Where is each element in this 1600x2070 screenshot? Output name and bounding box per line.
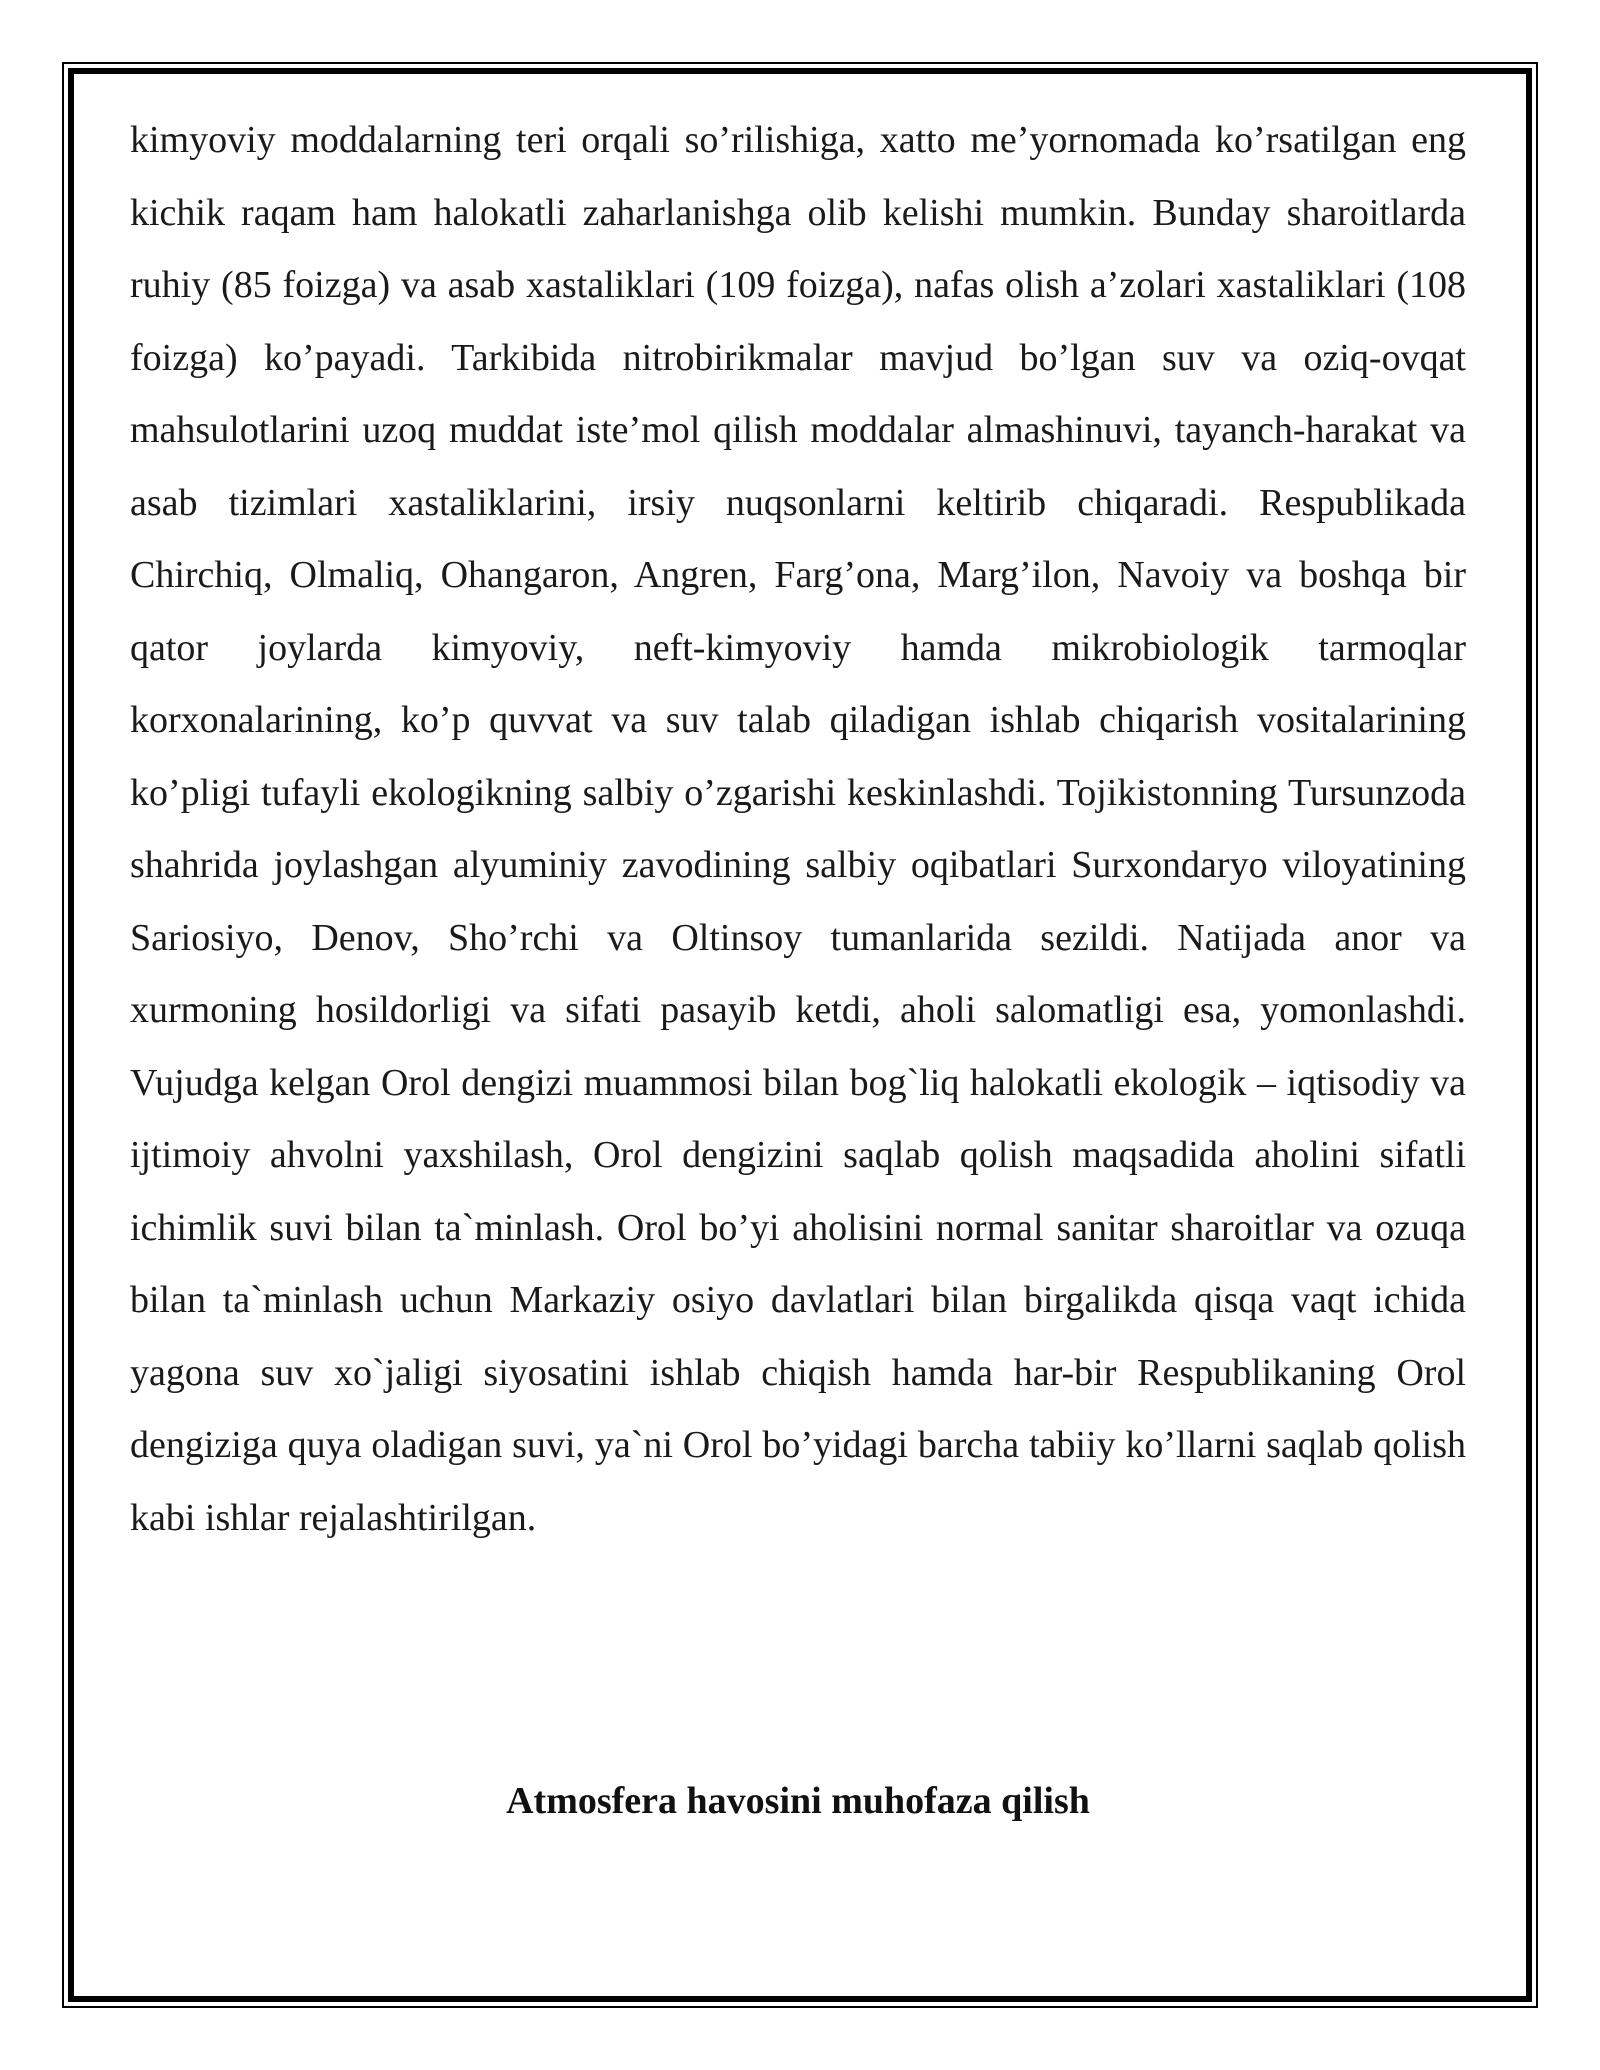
- document-body: [130, 104, 1466, 1554]
- section-heading: Atmosfera havosini muhofaza qilish: [506, 1780, 1090, 1822]
- body-paragraph: kimyoviy moddalarning teri orqali so’rilishiga, xatto me’yornomada ko’rsatilgan eng kichik raqam ham halokatli zaharlanishga olib kelishi mumkin. Bunday sharoitlarda ruhiy (85 foizga) va asab xastaliklari (109 foizga), nafas olish a’zolari xastaliklari (108 foizga) ko’payadi. Tarkibida nitrobirikmalar mavjud bo’lgan suv va oziq-ovqat mahsulotlarini uzoq muddat iste’mol qilish moddalar almashinuvi, tayanch-harakat va asab tizimlari xastaliklarini, irsiy nuqsonlarni keltirib chiqaradi. Respublikada Chirchiq, Olmaliq, Ohangaron, Angren, Farg’ona, Marg’ilon, Navoiy va boshqa bir qator joylarda kimyoviy, neft-kimyoviy hamda mikrobiologik tarmoqlar korxonalarining, ko’p quvvat va suv talab qiladigan ishlab chiqarish vositalarining ko’pligi tufayli ekologikning salbiy o’zgarishi keskinlashdi. Tojikistonning Tursunzoda shahrida joylashgan alyuminiy zavodining salbiy oqibatlari Surxondaryo viloyatining Sariosiyo, Denov, Sho’rchi va Oltinsoy tumanlarida sezildi. Natijada anor va xurmoning hosildorligi va sifati pasayib ketdi, aholi salomatligi esa, yomonlashdi. Vujudga kelgan Orol dengizi muammosi bilan bog`liq halokatli ekologik – iqtisodiy va ijtimoiy ahvolni yaxshilash, Orol dengizini saqlab qolish maqsadida aholini sifatli ichimlik suvi bilan ta`minlash. Orol bo’yi aholisini normal sanitar sharoitlar va ozuqa bilan ta`minlash uchun Markaziy osiyo davlatlari bilan birgalikda qisqa vaqt ichida yagona suv xo`jaligi siyosatini ishlab chiqish hamda har-bir Respublikaning Orol dengiziga quya oladigan suvi, ya`ni Orol bo’yidagi barcha tabiiy ko’llarni saqlab qolish kabi ishlar rejalashtirilgan.: [130, 119, 1466, 1539]
